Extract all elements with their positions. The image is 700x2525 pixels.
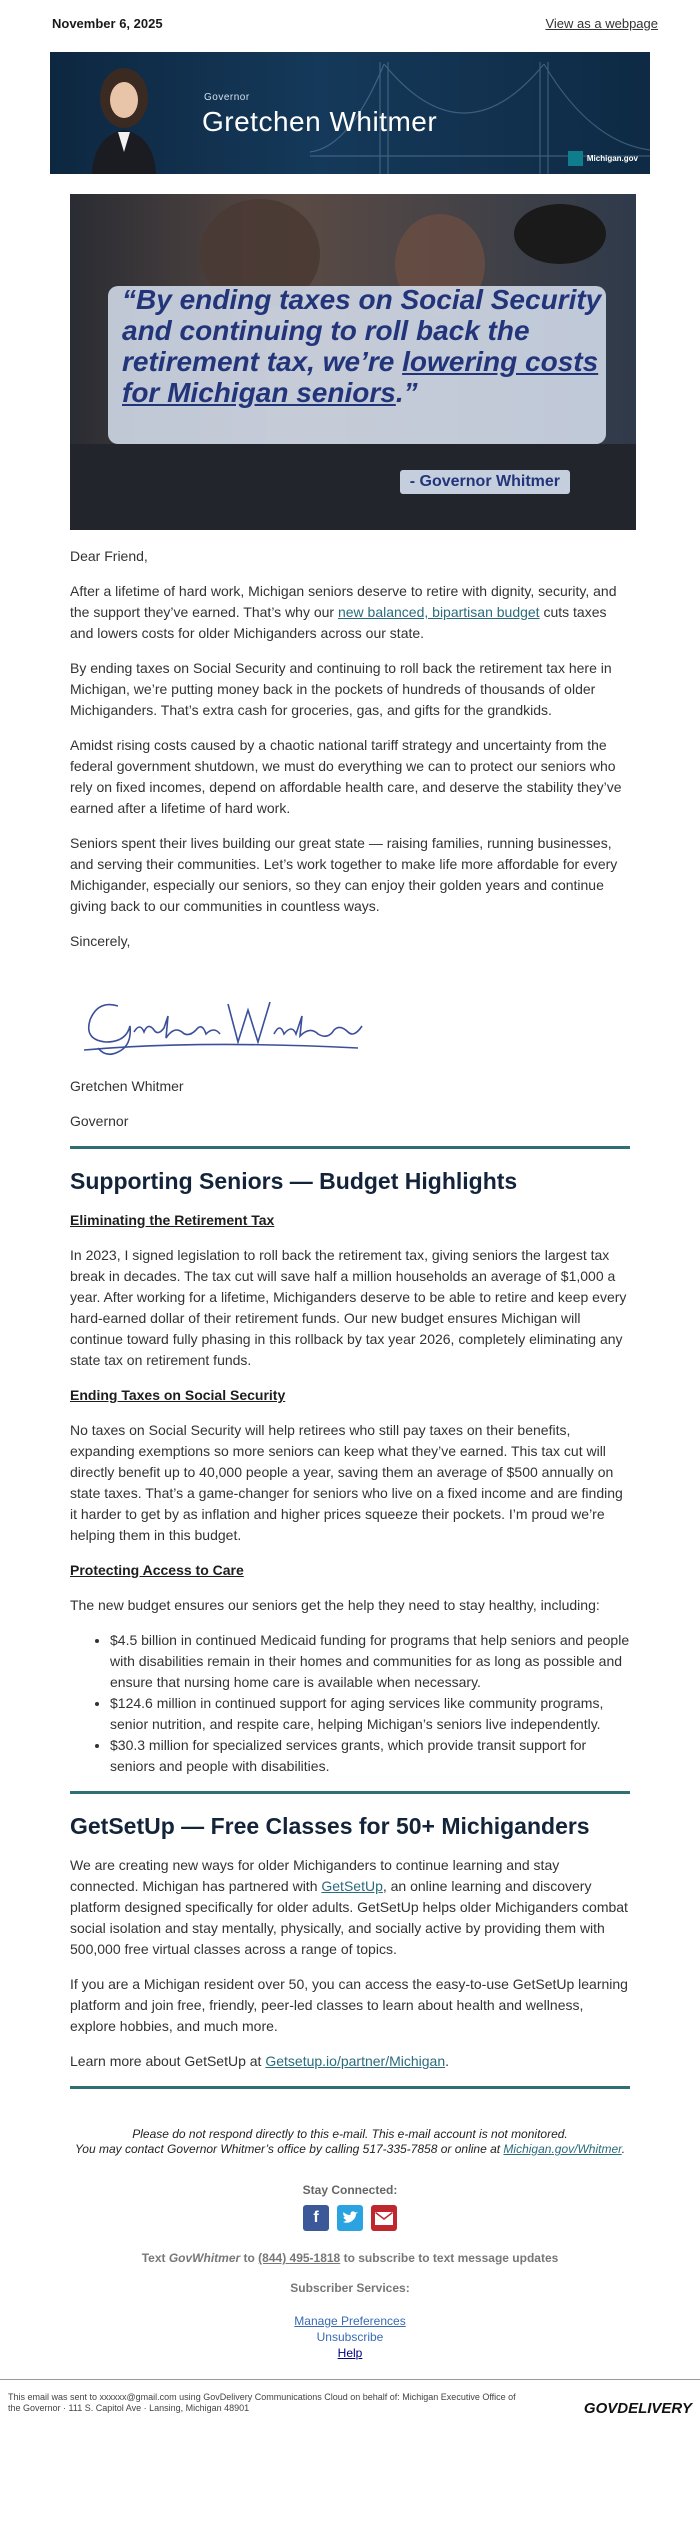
getsetup-link[interactable]: GetSetUp [321,1878,383,1894]
list-item: • $124.6 million in continued support for aging services like community programs, senior nutrition, and respite care, helping Michigan’s seniors live independently. [110,1693,630,1735]
access-care-text: The new budget ensures our seniors get the help they need to stay healthy, including: [70,1597,600,1613]
contact-note [0,2142,700,2157]
gs-p1-text-end: , an online learning and discovery platform designed specifically for older adults. GetSetUp helps older Michiganders combat social isolation and stay mentally, physically, and socially active by providing them with 500,000 free virtual classes across a range of topics. [70,1878,628,1957]
list-item: • $4.5 billion in continued Medicaid funding for programs that help seniors and people with disabilities remain in their homes and communities for as long as possible and ensure that nursing home care is available when necessary. [110,1630,630,1693]
budget-heading: Supporting Seniors — Budget Highlights [70,1168,518,1194]
email-footer [0,2127,700,2424]
help-link[interactable]: Help [337,2346,363,2360]
governor-portrait [88,60,160,174]
text-subscribe-line [0,2251,700,2265]
getsetup-paragraph-1 [70,1855,630,1960]
retirement-tax-heading: Eliminating the Retirement Tax [70,1212,275,1228]
getsetup-heading: GetSetUp — Free Classes for 50+ Michiganders [70,1813,590,1839]
gs-p3-text: Learn more about GetSetUp at [70,2053,266,2069]
michigan-logo-text: Michigan.gov [586,154,638,163]
govdelivery-logo: GOVDELIVERY [583,2400,692,2417]
letter-paragraph-3: Amidst rising costs caused by a chaotic national tariff strategy and uncertainty from the federal government shutdown, we must do everything we can to protect our seniors who rely on fixed incomes, depend on affordable health care, and deserve the stability they’ve earned after a lifetime of hard work. [70,737,622,816]
footer-note [0,2127,700,2157]
text-keyword: GovWhitmer [168,2251,241,2265]
quote-text: “By ending taxes on Social Security and continuing to roll back the retirement tax, we’re [122,284,602,377]
subscriber-services-label: Subscriber Services: [290,2281,410,2295]
michigan-gov-logo [568,151,638,166]
getsetup-paragraph-3 [70,2051,630,2072]
social-security-heading: Ending Taxes on Social Security [70,1387,286,1403]
signature-image [70,966,630,1076]
michigan-logo-icon [568,151,583,166]
handwritten-signature [78,986,368,1066]
retirement-tax-text: In 2023, I signed legislation to roll back the retirement tax, giving seniors the largest tax break in decades. The tax cut will save half a million households an average of $1,000 a year. After working for a lifetime, Michiganders deserve to be able to retire and keep every hard-earned dollar of their retirement funds. Our new budget ensures Michigan will continue toward fully phasing in this rollback by tax year 2026, completely eliminating any state tax on retirement funds. [70,1247,627,1368]
legal-text [8,2392,516,2414]
social-icons [0,2205,700,2231]
facebook-icon[interactable]: f [303,2205,329,2231]
list-item: • $30.3 million for specialized services grants, which provide transit support for seniors and people with disabilities. [110,1735,630,1777]
budget-link[interactable]: new balanced, bipartisan budget [337,604,540,620]
section-divider [70,2086,630,2089]
text-number-link[interactable]: (844) 495-1818 [258,2251,341,2265]
banner-subtitle: Governor [204,92,250,103]
email-icon[interactable] [371,2205,397,2231]
signer-title: Governor [70,1113,129,1129]
top-bar [0,0,700,46]
p1-text-end: cuts taxes and lowers costs for older Michiganders across our state. [70,604,607,641]
text-pre: Text [141,2251,169,2265]
p1-text: After a lifetime of hard work, Michigan seniors deserve to retire with dignity, security, and the support they’ve earned. That’s why our [70,583,617,620]
letter-paragraph-4: Seniors spent their lives building our great state — raising families, running businesses, and serving their communities. Let’s work together to make life more affordable for every Michigander, especially our seniors, so they can enjoy their golden years and continue giving back to our communities in countless ways. [70,835,618,914]
legal-line-1: This email was sent to xxxxxx@gmail.com using GovDelivery Communications Cloud on behalf of: Michigan Executive Office of [8,2392,516,2402]
whitmer-site-link[interactable]: Michigan.gov/Whitmer [503,2142,622,2156]
unsubscribe-link[interactable]: Unsubscribe [316,2330,384,2344]
access-care-heading: Protecting Access to Care [70,1562,244,1578]
text-post: to subscribe to text message updates [340,2251,559,2265]
gs-p1-text: We are creating new ways for older Michiganders to continue learning and stay connected. Michigan has partnered with [70,1857,560,1894]
view-webpage-link[interactable]: View as a webpage [545,15,658,31]
legal-bar [0,2379,700,2424]
letter-body [0,546,700,2089]
closing: Sincerely, [70,933,131,949]
getsetup-paragraph-2: If you are a Michigan resident over 50, you can access the easy-to-use GetSetUp learning platform and join free, friendly, peer-led classes to learn about health and wellness, explore hobbies, and much more. [70,1976,628,2034]
stay-connected-label: Stay Connected: [302,2183,398,2197]
getsetup-partner-link[interactable]: Getsetup.io/partner/Michigan [265,2053,446,2069]
letter-paragraph-1 [70,581,630,644]
legal-line-2: the Governor · 111 S. Capitol Ave · Lansing, Michigan 48901 [8,2403,250,2413]
twitter-bird-shape [342,2211,358,2225]
quote-hero-image [70,194,636,530]
quote-end: .” [395,377,418,408]
contact-text-end: . [621,2142,626,2156]
signer-name: Gretchen Whitmer [70,1078,184,1094]
care-funding-list [70,1630,630,1777]
header-banner [50,52,650,174]
contact-text: You may contact Governor Whitmer’s office by calling 517-335-7858 or online at [74,2142,504,2156]
envelope-shape [375,2212,393,2225]
salutation: Dear Friend, [70,548,148,564]
section-divider [70,1146,630,1149]
text-mid: to [240,2251,259,2265]
subscriber-links [0,2313,700,2361]
gs-p3-text-end: . [445,2053,449,2069]
twitter-icon[interactable] [337,2205,363,2231]
email-date: November 6, 2025 [52,15,163,31]
section-divider [70,1791,630,1794]
manage-preferences-link[interactable]: Manage Preferences [294,2314,406,2328]
quote-attribution: - Governor Whitmer [400,470,570,494]
no-reply-note: Please do not respond directly to this e-mail. This e-mail account is not monitored. [132,2127,568,2141]
hero-quote [122,284,602,408]
banner-name: Gretchen Whitmer [202,106,438,137]
social-security-text: No taxes on Social Security will help retirees who still pay taxes on their benefits, expanding exemptions so more seniors can keep what they’ve earned. This tax cut will directly benefit up to 40,000 people a year, saving them an average of $500 annually on state taxes. That’s a game-changer for seniors who live on a fixed income and are finding it harder to get by as inflation and higher prices squeeze their pockets. I’m proud we’re helping them in this budget. [70,1422,623,1543]
letter-paragraph-2: By ending taxes on Social Security and continuing to roll back the retirement tax here in Michigan, we’re putting money back in the pockets of hundreds of thousands of older Michiganders. That’s extra cash for groceries, gas, and gifts for the grandkids. [70,660,612,718]
quote-emphasis: lowering costs for Michigan seniors [122,346,599,408]
